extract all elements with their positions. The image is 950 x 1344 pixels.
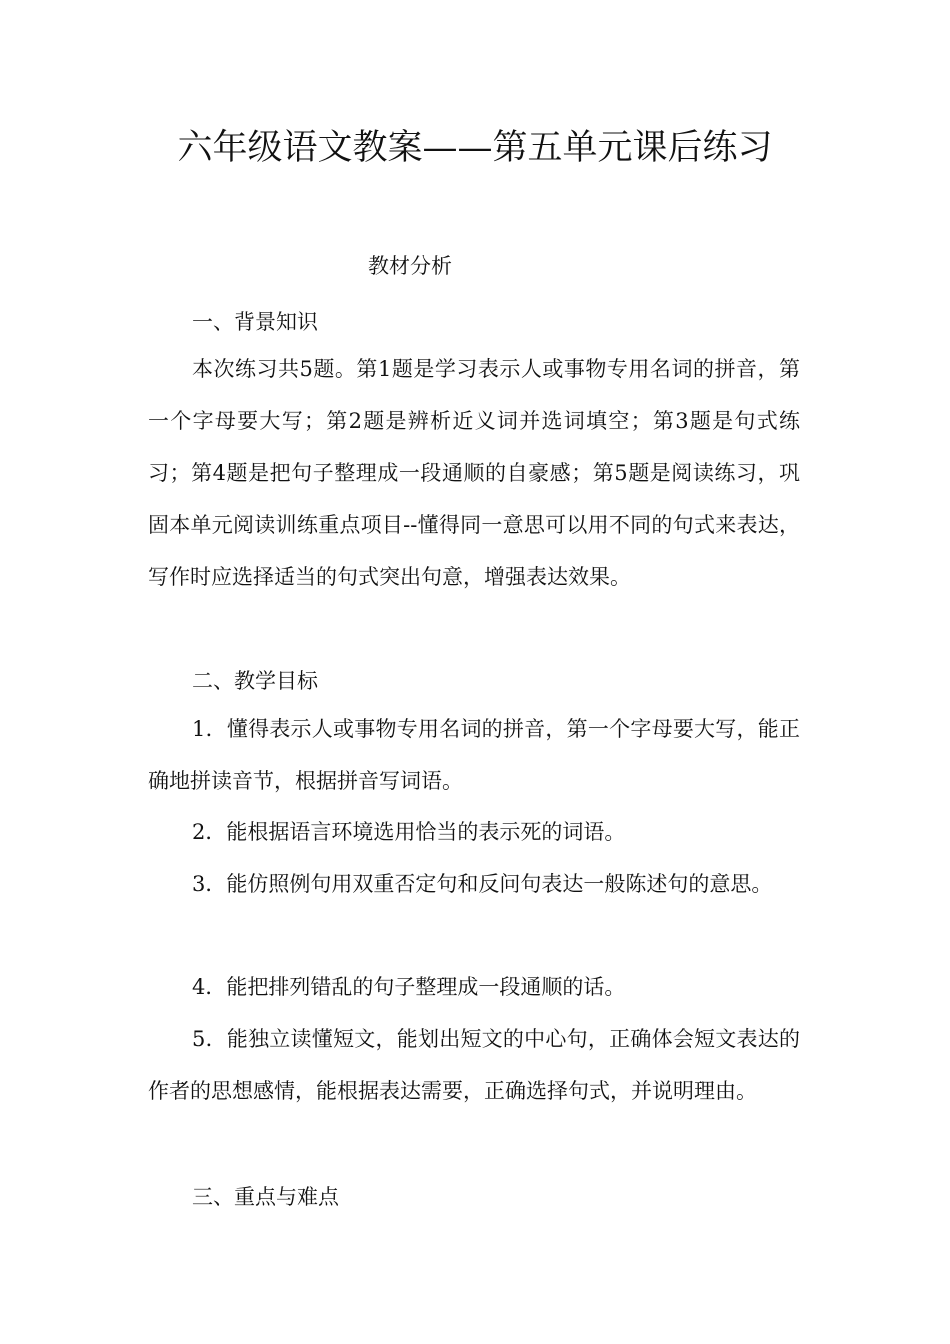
goal-item-1: 1．懂得表示人或事物专用名词的拼音，第一个字母要大写，能正确地拼读音节，根据拼音写词语。 <box>148 717 800 793</box>
goal-item-3: 3．能仿照例句用双重否定句和反问句表达一般陈述句的意思。 <box>192 872 773 896</box>
goal-item-5: 5．能独立读懂短文，能划出短文的中心句，正确体会短文表达的作者的思想感情，能根据表达需要，正确选择句式，并说明理由。 <box>148 1027 800 1103</box>
heading-key-points: 三、重点与难点 <box>192 1185 339 1209</box>
heading-background: 一、背景知识 <box>192 310 318 334</box>
section-subtitle: 教材分析 <box>368 254 452 278</box>
paragraph-background: 本次练习共5题。第1题是学习表示人或事物专用名词的拼音，第一个字母要大写；第2题是辨析近义词并选词填空；第3题是句式练习；第4题是把句子整理成一段通顺的自豪感；第5题是阅读练习，巩固本单元阅读训练重点项目--懂得同一意思可以用不同的句式来表达，写作时应选择适当的句式突出句意，增强表达效果。 <box>148 357 800 589</box>
heading-goals: 二、教学目标 <box>192 669 318 693</box>
document-title: 六年级语文教案——第五单元课后练习 <box>177 128 773 168</box>
goal-item-2: 2．能根据语言环境选用恰当的表示死的词语。 <box>192 820 626 844</box>
goal-item-4: 4．能把排列错乱的句子整理成一段通顺的话。 <box>192 975 626 999</box>
